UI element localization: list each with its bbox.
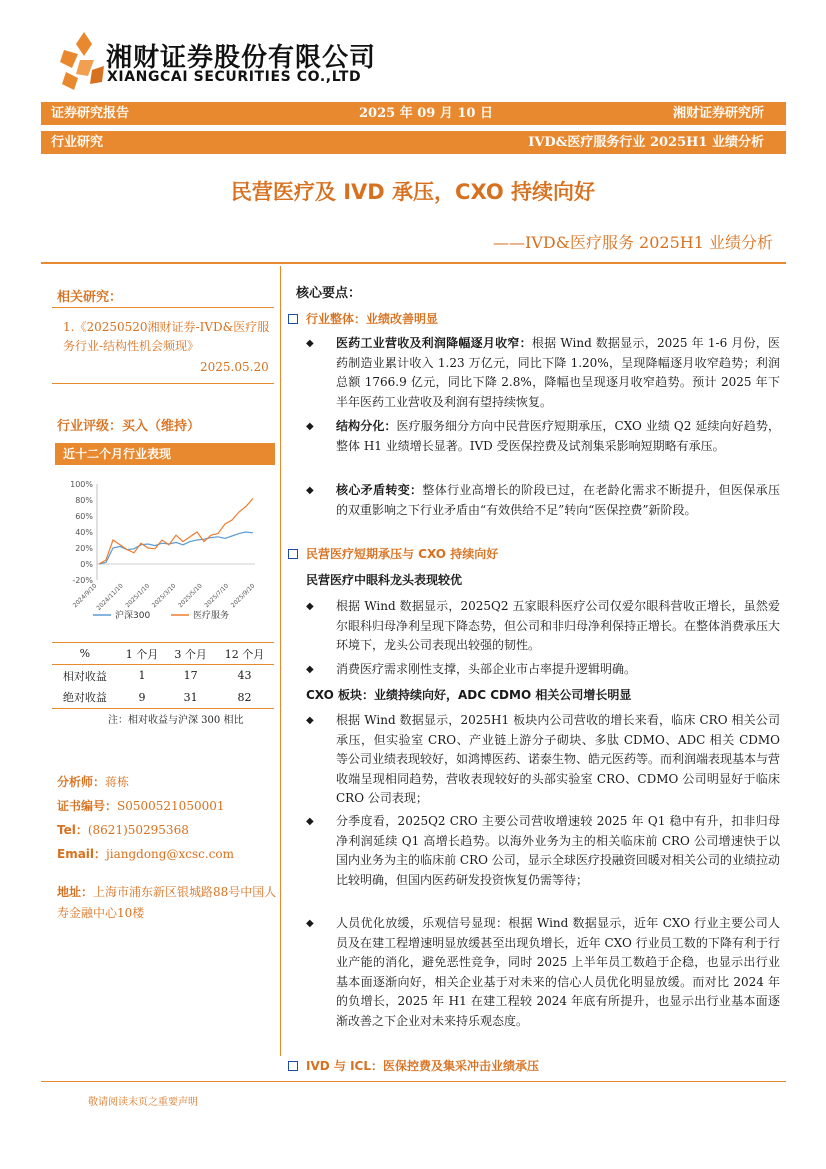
y-tick-label: -20% (72, 576, 93, 585)
bullet-text: 整体行业高增长的阶段已过，在老龄化需求不断提升，但医保承压的双重影响之下行业矛盾由“有效供给不足”转向“医保控费”新阶段。 (336, 483, 780, 517)
table-header-cell: 3 个月 (166, 643, 215, 665)
checkbox-icon (288, 314, 298, 324)
related-rule (52, 307, 274, 308)
checkbox-icon (288, 1061, 298, 1071)
x-tick-label: 2025/1/10 (124, 582, 152, 610)
company-name-cn: 湘财证券股份有限公司 (106, 43, 377, 73)
diamond-bullet-icon: ◆ (306, 421, 314, 432)
performance-table (52, 642, 274, 709)
table-cell: 31 (166, 687, 215, 709)
diamond-bullet-icon: ◆ (306, 715, 314, 726)
bullet-text: 分季度看，2025Q2 CRO 主要公司营收增速较 2025 年 Q1 稳中有升，扣非归母净利润延续 Q1 高增长趋势。以海外业务为主的相关临床前 CRO 公司增速快于以国内业务为主的临床前 CRO 公司，显示全球医疗投融资回暖对相关公司的业绩拉动比较明确，但国内医药研发投资恢复仍需等待； (336, 814, 780, 887)
table-cell: 9 (118, 687, 167, 709)
y-tick-label: 20% (75, 544, 93, 553)
section-1-title (288, 310, 438, 327)
related-research-item[interactable]: 1.《20250520湘财证券-IVD&医疗服务行业-结构性机会频现》 (63, 320, 270, 353)
x-tick-label: 2025/3/10 (150, 582, 178, 610)
bullet-item (306, 660, 780, 680)
bullet-text: 根据 Wind 数据显示，2025Q2 五家眼科医疗公司仅爱尔眼科营收正增长，虽然爱尔眼科归母净利呈现下降态势，但公司和非归母净利保持正增长。在整体消费承压大环境下，龙头公司表现出较强的韧性。 (336, 599, 781, 652)
section-2-title (288, 545, 498, 562)
diamond-bullet-icon: ◆ (306, 918, 314, 929)
table-header-cell: 12 个月 (215, 643, 274, 665)
cert-label: 证书编号： (57, 799, 118, 813)
x-tick-label: 2025/5/10 (177, 582, 204, 610)
table-cell: 43 (237, 669, 252, 683)
performance-chart (55, 470, 275, 630)
table-header-cell: 1 个月 (118, 643, 167, 665)
diamond-bullet-icon: ◆ (306, 485, 314, 496)
bullet-item (306, 597, 780, 656)
x-tick-label: 2024/11/10 (95, 582, 125, 612)
address-label: 地址： (57, 885, 94, 899)
header-bar-top (41, 102, 786, 125)
tel-value: (8621)50295368 (87, 823, 189, 837)
company-name-en: XIANGCAI SECURITIES CO.,LTD (107, 69, 362, 85)
bullet-item (306, 334, 780, 412)
header-bar-bottom (41, 131, 786, 154)
tel-label: Tel： (57, 823, 88, 837)
report-topic: IVD&医疗服务行业 2025H1 业绩分析 (528, 135, 764, 150)
bullet-item (306, 812, 780, 890)
table-row (52, 665, 274, 687)
table-header-row (52, 643, 274, 665)
section-2-label: 民营医疗短期承压与 CXO 持续向好 (306, 547, 499, 561)
bullet-bold: 医药工业营收及利润降幅逐月收窄： (336, 336, 532, 350)
table-note: 注：相对收益与沪深 300 相比 (108, 715, 244, 726)
x-tick-label: 2024/9/10 (71, 582, 99, 610)
subsection-title: CXO 板块：业绩持续向好，ADC CDMO 相关公司增长明显 (306, 688, 632, 702)
address-value: 上海市浦东新区银城路88号中国人寿金融中心10楼 (57, 885, 277, 920)
y-tick-label: 100% (70, 480, 93, 489)
diamond-bullet-icon: ◆ (306, 664, 314, 675)
bullet-bold: 核心矛盾转变： (336, 483, 423, 497)
email-label: Email： (57, 847, 107, 861)
section-3-label: IVD 与 ICL：医保控费及集采冲击业绩承压 (306, 1059, 539, 1073)
footer-disclaimer[interactable]: 敬请阅读末页之重要声明 (88, 1097, 198, 1108)
institute-name: 湘财证券研究所 (672, 106, 764, 121)
email-value[interactable]: jiangdong@xcsc.com (106, 847, 234, 861)
bullet-text: 根据 Wind 数据显示，2025H1 板块内公司营收的增长来看，临床 CRO 相关公司承压，但实验室 CRO、产业链上游分子砌块、多肽 CDMO、ADC 相关 CDMO 等公司业绩表现较好，如鸿博医药、诺泰生物、皓元医药等。而利润端表现基本与营收端呈现相同趋势，营收表现较好的头部实验室 CRO、CDMO 公司明显好于临床 CRO 公司表现； (336, 713, 781, 805)
page-subtitle: ——IVD&医疗服务 2025H1 业绩分析 (493, 233, 773, 252)
page-title: 民营医疗及 IVD 承压，CXO 持续向好 (230, 180, 596, 204)
related-research-date: 2025.05.20 (200, 360, 269, 374)
email (57, 845, 234, 862)
cert-value: S0500521050001 (117, 799, 225, 813)
related-bottom-rule (52, 383, 274, 384)
bullet-bold: 结构分化： (336, 419, 397, 433)
related-research-title: 相关研究： (57, 290, 123, 305)
column-divider (280, 266, 281, 1056)
table-cell: 1 (138, 669, 146, 683)
footer-rule (41, 1081, 786, 1082)
report-date: 2025 年 09 月 10 日 (359, 106, 493, 121)
bullet-item (306, 914, 780, 1031)
series-line (99, 498, 253, 564)
bullet-item (306, 417, 780, 456)
address (57, 882, 277, 924)
y-tick-label: 80% (75, 496, 93, 505)
chart-title: 近十二个月行业表现 (55, 443, 275, 465)
company-logo-icon (58, 30, 108, 92)
report-type: 证券研究报告 (51, 106, 130, 121)
analyst (57, 773, 129, 790)
bullet-text: 人员优化放缓，乐观信号显现：根据 Wind 数据显示，近年 CXO 行业主要公司人员及在建工程增速明显放缓甚至出现负增长，近年 CXO 行业员工数的下降有利于行业产能的消化，避免恶性竞争，同时 2025 上半年员工数趋于企稳，也显示出行业基本面逐渐向好，相关企业基于对未来的信心人员优化明显放缓。而对比 2024 年的负增长，2025 年 H1 在建工程较 2024 年底有所提升，也显示出行业基本面逐渐改善之下企业对未来持乐观态度。 (336, 916, 780, 1028)
bullet-text: 消费医疗需求刚性支撑，头部企业市占率提升逻辑明确。 (336, 662, 637, 676)
bullet-item (306, 481, 780, 520)
table-cell: 17 (183, 669, 198, 683)
subsection-title: 民营医疗中眼科龙头表现较优 (306, 573, 463, 587)
title-rule (41, 262, 786, 264)
y-tick-label: 60% (75, 512, 93, 521)
diamond-bullet-icon: ◆ (306, 816, 314, 827)
y-tick-label: 0% (80, 560, 93, 569)
analyst-name: 蒋栋 (105, 775, 130, 789)
section-1-label: 行业整体：业绩改善明显 (306, 312, 439, 326)
table-cell: 82 (215, 687, 274, 709)
analyst-label: 分析师： (57, 775, 106, 789)
legend-label: 医疗服务 (193, 611, 230, 621)
report-category: 行业研究 (51, 135, 104, 150)
bullet-text: 医疗服务细分方向中民营医疗短期承压，CXO 业绩 Q2 延续向好趋势，整体 H1 业绩增长显著。IVD 受医保控费及试剂集采影响短期略有承压。 (336, 419, 780, 453)
table-header-cell: % (52, 643, 118, 665)
x-tick-label: 2025/9/10 (229, 582, 257, 610)
bullet-item (306, 711, 780, 809)
checkbox-icon (288, 549, 298, 559)
telephone (57, 821, 189, 838)
table-row (52, 687, 274, 709)
section-3-title (288, 1057, 539, 1074)
core-points-title: 核心要点： (296, 286, 362, 301)
diamond-bullet-icon: ◆ (306, 601, 314, 612)
table-cell: 相对收益 (62, 669, 107, 683)
industry-rating: 行业评级：买入（维持） (57, 419, 201, 434)
table-cell: 绝对收益 (52, 687, 118, 709)
cert-number (57, 797, 225, 814)
bullet-text: 根据 Wind 数据显示，2025 年 1-6 月份，医药制造业累计收入 1.23 万亿元，同比下降 1.20%，呈现降幅逐月收窄趋势；利润总额 1766.9 亿元，同比下降 2.8%，降幅也呈现逐月收窄趋势。预计 2025 年下半年医药工业营收及利润有望持续恢复。 (336, 336, 780, 409)
legend-label: 沪深300 (115, 611, 151, 621)
diamond-bullet-icon: ◆ (306, 338, 314, 349)
x-tick-label: 2025/7/10 (203, 582, 231, 610)
series-line (99, 532, 253, 564)
y-tick-label: 40% (75, 528, 93, 537)
